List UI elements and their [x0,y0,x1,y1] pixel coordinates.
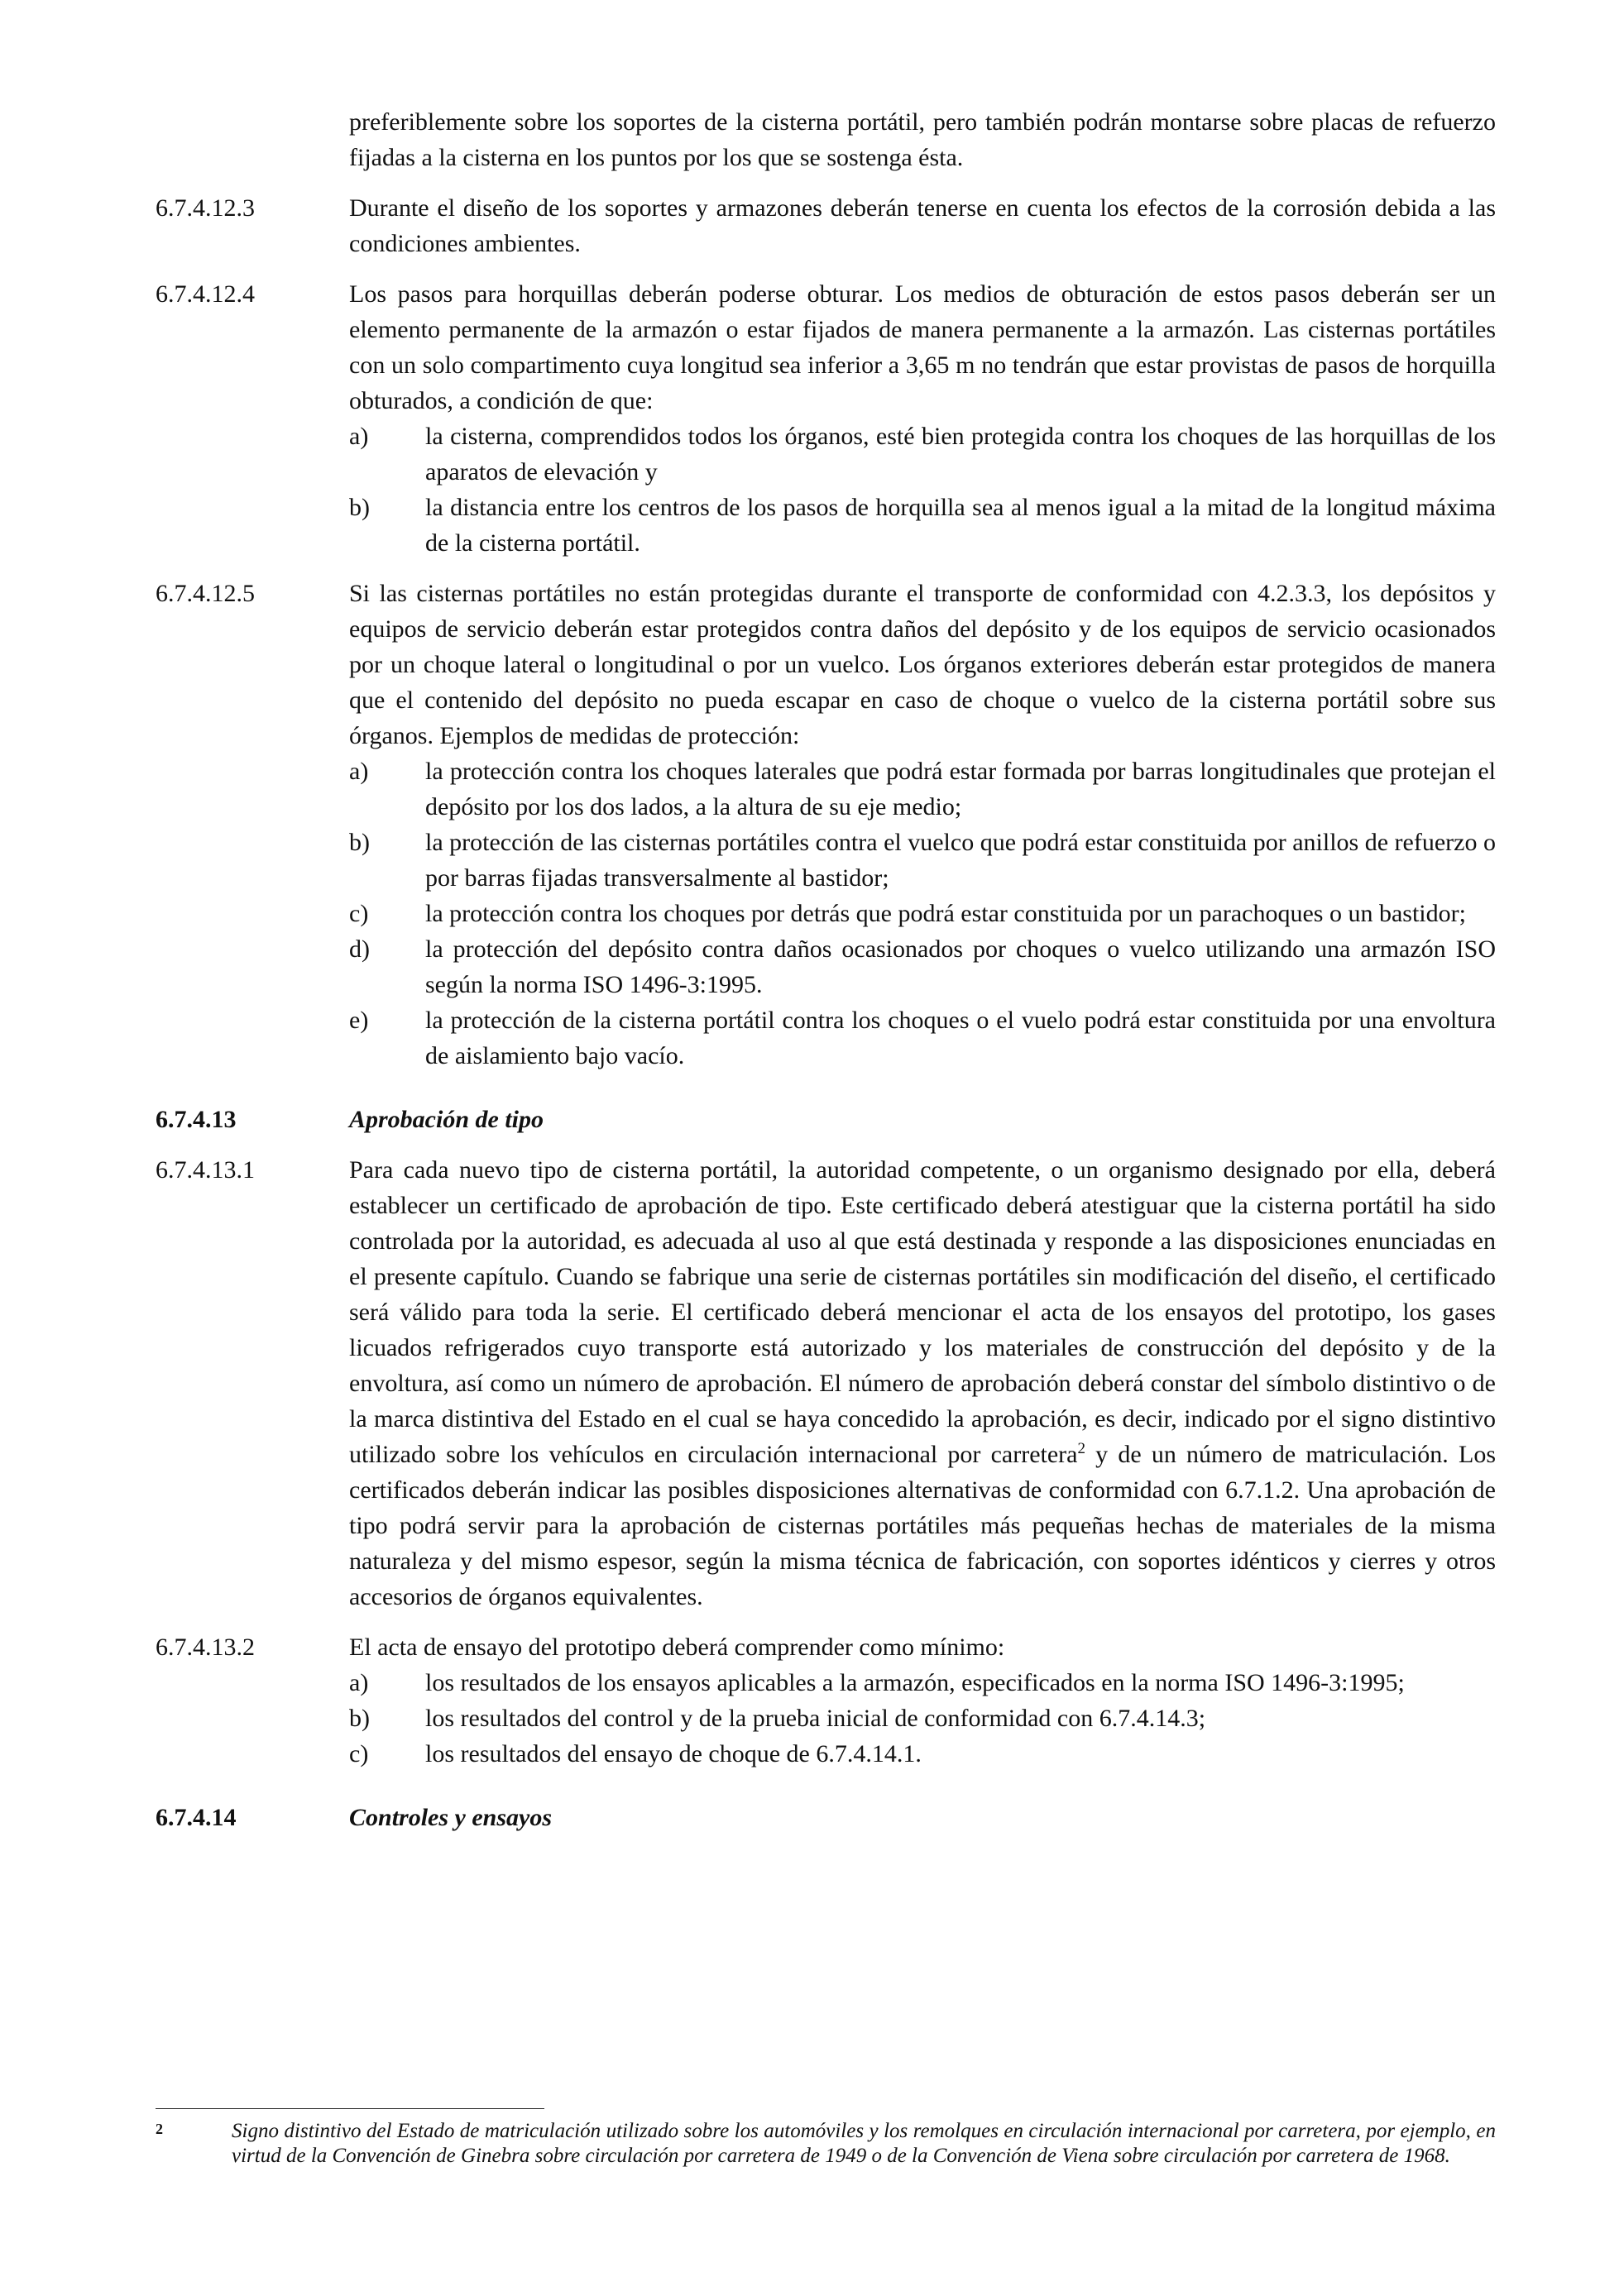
paragraph-text-after: y de un número de matriculación. Los certificados deberán indicar las posibles disposiciones alternativas de conformidad con 6.7.1.2. Una aprobación de tipo podrá servir para la aprobación de cisternas portátiles más pequeñas hechas de materiales de la misma naturaleza y del mismo espesor, según la misma técnica de fabricación, con soportes idénticos y cierres y otros accesorios de órganos equivalentes. [349,1441,1496,1610]
section-number: 6.7.4.12.3 [156,194,255,222]
heading-title: Aprobación de tipo [349,1106,544,1133]
list-item-letter: a) [349,423,369,450]
list-item [349,1700,1496,1736]
paragraph-text: Los pasos para horquillas deberán poderse obturar. Los medios de obturación de estos pasos deberán ser un elemento permanente de la armazón o estar fijados de manera permanente a la armazón. Las cisternas portátiles con un solo compartimento cuya longitud sea inferior a 3,65 m no tendrán que estar provistas de pasos de horquilla obturados, a condición de que: [349,280,1496,414]
list-item-letter: c) [349,900,369,927]
list-item-letter: a) [349,1669,369,1696]
list-item-letter: d) [349,935,370,963]
section-number: 6.7.4.12.5 [156,580,255,607]
list-item-text: la cisterna, comprendidos todos los órganos, esté bien protegida contra los choques de las horquillas de los aparatos de elevación y [425,423,1496,486]
section-6-7-4-13-1 [156,1152,1496,1614]
section-6-7-4-12-3 [156,190,1496,261]
list-item [349,1002,1496,1074]
heading-6-7-4-14 [156,1800,1496,1835]
section-6-7-4-13-2 [156,1629,1496,1772]
heading-title: Controles y ensayos [349,1804,553,1831]
paragraph-text: preferiblemente sobre los soportes de la cisterna portátil, pero también podrán montarse sobre placas de refuerzo fijadas a la cisterna en los puntos por los que se sostenga ésta. [349,108,1496,171]
paragraph-text [349,1152,1496,1614]
footnote-separator [156,2108,544,2109]
list-item [349,490,1496,561]
section-6-7-4-12-5 [156,576,1496,1074]
list-item-text: la protección contra los choques por detrás que podrá estar constituida por un parachoques o un bastidor; [425,900,1466,927]
list-item-text: la protección de las cisternas portátiles contra el vuelco que podrá estar constituida por anillos de refuerzo o por barras fijadas transversalmente al bastidor; [425,829,1496,892]
footnote [156,2119,1496,2169]
list-item-text: los resultados del ensayo de choque de 6.7.4.14.1. [425,1740,922,1767]
paragraph-text-before: Para cada nuevo tipo de cisterna portátil, la autoridad competente, o un organismo designado por ella, deberá establecer un certificado de aprobación de tipo. Este certificado deberá atestiguar que la cisterna portátil ha sido controlada por la autoridad, es adecuada al uso al que está destinada y responde a las disposiciones enunciadas en el presente capítulo. Cuando se fabrique una serie de cisternas portátiles sin modificación del diseño, el certificado será válido para toda la serie. El certificado deberá mencionar el acta de los ensayos del prototipo, los gases licuados refrigerados cuyo transporte está autorizado y los materiales de construcción del depósito y de la envoltura, así como un número de aprobación. El número de aprobación deberá constar del símbolo distintivo o de la marca distintiva del Estado en el cual se haya concedido la aprobación, es decir, indicado por el signo distintivo utilizado sobre los vehículos en circulación internacional por carretera [349,1156,1496,1468]
paragraph-text: Durante el diseño de los soportes y armazones deberán tenerse en cuenta los efectos de la corrosión debida a las condiciones ambientes. [349,194,1496,257]
list-item-text: la distancia entre los centros de los pasos de horquilla sea al menos igual a la mitad de la longitud máxima de la cisterna portátil. [425,494,1496,557]
list-item-letter: e) [349,1007,369,1034]
list-item [349,419,1496,490]
list-item-text: los resultados del control y de la prueba inicial de conformidad con 6.7.4.14.3; [425,1705,1206,1732]
list-item [349,1736,1496,1772]
list-item [349,825,1496,896]
list-item [349,1665,1496,1700]
section-number: 6.7.4.12.4 [156,280,255,308]
list-item [349,896,1496,931]
list-item-letter: b) [349,829,370,856]
heading-number: 6.7.4.13 [156,1106,237,1133]
footnote-mark: 2 [156,2121,163,2137]
list-item-text: la protección contra los choques laterales que podrá estar formada por barras longitudinales que protejan el depósito por los dos lados, a la altura de su eje medio; [425,758,1496,820]
footnote-text: Signo distintivo del Estado de matriculación utilizado sobre los automóviles y los remolques en circulación internacional por carretera, por ejemplo, en virtud de la Convención de Ginebra sobre circulación por carretera de 1949 o de la Convención de Viena sobre circulación por carretera de 1968. [232,2120,1496,2167]
footnote-reference[interactable]: 2 [1077,1440,1085,1457]
document-page [156,104,1496,1835]
list-item [349,931,1496,1002]
heading-6-7-4-13 [156,1102,1496,1137]
paragraph-continuation [156,104,1496,175]
list-item-letter: c) [349,1740,369,1767]
list-item [349,753,1496,825]
section-number: 6.7.4.13.2 [156,1634,255,1661]
list-item-letter: b) [349,494,370,521]
list-item-text: los resultados de los ensayos aplicables a la armazón, especificados en la norma ISO 1496-3:1995; [425,1669,1405,1696]
list-item-text: la protección del depósito contra daños ocasionados por choques o vuelco utilizando una armazón ISO según la norma ISO 1496-3:1995. [425,935,1496,998]
section-6-7-4-12-4 [156,276,1496,561]
heading-number: 6.7.4.14 [156,1804,237,1831]
list-item-letter: a) [349,758,369,785]
list-item-text: la protección de la cisterna portátil contra los choques o el vuelo podrá estar constituida por una envoltura de aislamiento bajo vacío. [425,1007,1496,1069]
paragraph-text: El acta de ensayo del prototipo deberá comprender como mínimo: [349,1634,1005,1661]
paragraph-text: Si las cisternas portátiles no están protegidas durante el transporte de conformidad con 4.2.3.3, los depósitos y equipos de servicio deberán estar protegidos contra daños del depósito y de los equipos de servicio ocasionados por un choque lateral o longitudinal o por un vuelco. Los órganos exteriores deberán estar protegidos de manera que el contenido del depósito no pueda escapar en caso de choque o vuelco de la cisterna portátil sobre sus órganos. Ejemplos de medidas de protección: [349,580,1496,749]
list-item-letter: b) [349,1705,370,1732]
section-number: 6.7.4.13.1 [156,1156,255,1184]
